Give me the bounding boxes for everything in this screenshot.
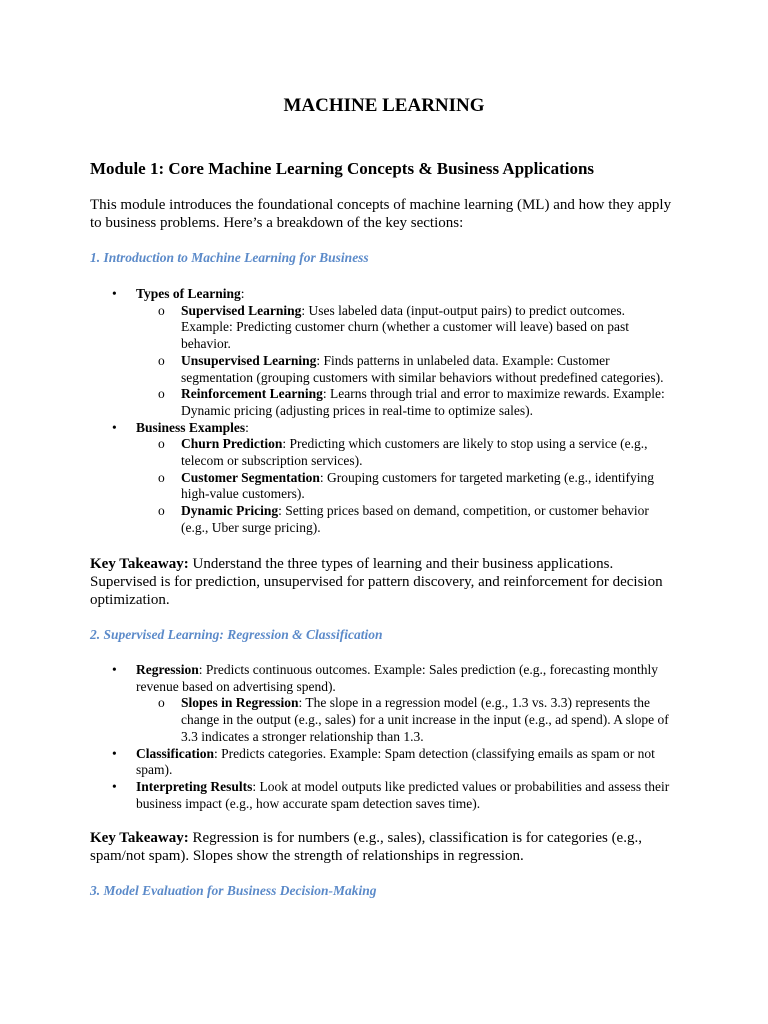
list-item-unsupervised-learning xyxy=(0,353,676,386)
list-item-churn-prediction xyxy=(0,436,676,469)
list-item-classification xyxy=(0,746,676,779)
term-text: : Predicts continuous outcomes. Example: Sales prediction (e.g., forecasting monthly revenue based on advertising spend). xyxy=(136,662,659,694)
sub-bullet-icon: o xyxy=(158,436,165,452)
list-item-types-of-learning xyxy=(0,286,676,303)
list-item-interpreting-results xyxy=(0,779,676,812)
term-label: Supervised Learning xyxy=(181,302,302,318)
term-text: : Setting prices based on demand, competition, or customer behavior (e.g., Uber surge pricing). xyxy=(181,503,649,535)
section-1-list xyxy=(0,286,768,537)
bullet-icon: • xyxy=(112,662,117,677)
bullet-icon: • xyxy=(112,745,117,761)
module-heading: Module 1: Core Machine Learning Concepts & Business Applications xyxy=(90,159,595,178)
takeaway-label: Key Takeaway: xyxy=(90,830,189,846)
term-text: : Grouping customers for targeted marketing (e.g., identifying high-value customers). xyxy=(181,469,655,502)
list-item-supervised-learning xyxy=(0,303,676,353)
section-heading-2: 2. Supervised Learning: Regression & Classification xyxy=(90,627,383,642)
list-item-slopes-in-regression xyxy=(0,695,676,745)
intro-paragraph: This module introduces the foundational concepts of machine learning (ML) and how they apply to business problems. Here’s a breakdown of the key sections: xyxy=(90,197,672,231)
term-text: : Finds patterns in unlabeled data. Example: Customer segmentation (grouping customers with similar behaviors without predefined categories). xyxy=(181,352,664,385)
sub-bullet-icon: o xyxy=(158,352,165,368)
sub-bullet-icon: o xyxy=(158,695,165,711)
term-label: Interpreting Results xyxy=(136,778,253,794)
key-takeaway-2 xyxy=(90,829,680,865)
term-suffix: : xyxy=(240,286,245,301)
list-item-regression xyxy=(0,662,676,695)
bullet-icon: • xyxy=(112,778,117,794)
list-item-dynamic-pricing xyxy=(0,503,676,536)
term-label: Dynamic Pricing xyxy=(181,503,279,519)
list-item-reinforcement-learning xyxy=(0,386,676,419)
term-label: Churn Prediction xyxy=(181,436,283,452)
bullet-icon: • xyxy=(112,419,117,435)
document-title: MACHINE LEARNING xyxy=(283,95,485,116)
sub-bullet-icon: o xyxy=(158,386,165,402)
section-heading-3: 3. Model Evaluation for Business Decision-Making xyxy=(90,883,377,898)
term-label: Slopes in Regression xyxy=(181,695,299,711)
term-label: Reinforcement Learning xyxy=(181,386,323,402)
term-label: Types of Learning xyxy=(136,286,241,301)
bullet-icon: • xyxy=(112,286,117,301)
sub-bullet-icon: o xyxy=(158,503,165,519)
term-label: Business Examples xyxy=(136,419,246,435)
takeaway-text: Understand the three types of learning and their business applications. Supervised is for prediction, unsupervised for pattern discovery, and reinforcement for decision optimization. xyxy=(90,556,663,608)
term-text: : Uses labeled data (input-output pairs) to predict outcomes. Example: Predicting customer churn (whether a customer will leave) based on past behavior. xyxy=(181,302,629,352)
term-text: : Look at model outputs like predicted values or probabilities and assess their business impact (e.g., how accurate spam detection saves time). xyxy=(136,778,670,811)
key-takeaway-1 xyxy=(90,555,680,609)
list-item-business-examples xyxy=(0,420,676,437)
term-text: : Learns through trial and error to maximize rewards. Example: Dynamic pricing (adjusting prices in real-time to optimize sales). xyxy=(181,386,665,418)
takeaway-label: Key Takeaway: xyxy=(90,556,189,572)
sub-bullet-icon: o xyxy=(158,302,165,318)
takeaway-text: Regression is for numbers (e.g., sales), classification is for categories (e.g., spam/not spam). Slopes show the strength of relationships in regression. xyxy=(90,830,642,864)
term-suffix: : xyxy=(245,419,249,435)
term-text: : Predicting which customers are likely to stop using a service (e.g., telecom or subscription services). xyxy=(181,436,648,469)
sub-bullet-icon: o xyxy=(158,469,165,485)
term-label: Regression xyxy=(136,662,199,677)
term-label: Unsupervised Learning xyxy=(181,352,317,368)
section-heading-1: 1. Introduction to Machine Learning for Business xyxy=(90,250,369,265)
section-2-list xyxy=(0,662,768,812)
term-label: Classification xyxy=(136,745,215,761)
list-item-customer-segmentation xyxy=(0,470,676,503)
term-label: Customer Segmentation xyxy=(181,469,320,485)
term-text: : Predicts categories. Example: Spam detection (classifying emails as spam or not spam). xyxy=(136,745,655,778)
term-text: : The slope in a regression model (e.g., 1.3 vs. 3.3) represents the change in the output (e.g., sales) for a unit increase in the input (e.g., ad spend). A slope of 3.3 indicates a stronger relationship than 1.3. xyxy=(181,695,669,744)
